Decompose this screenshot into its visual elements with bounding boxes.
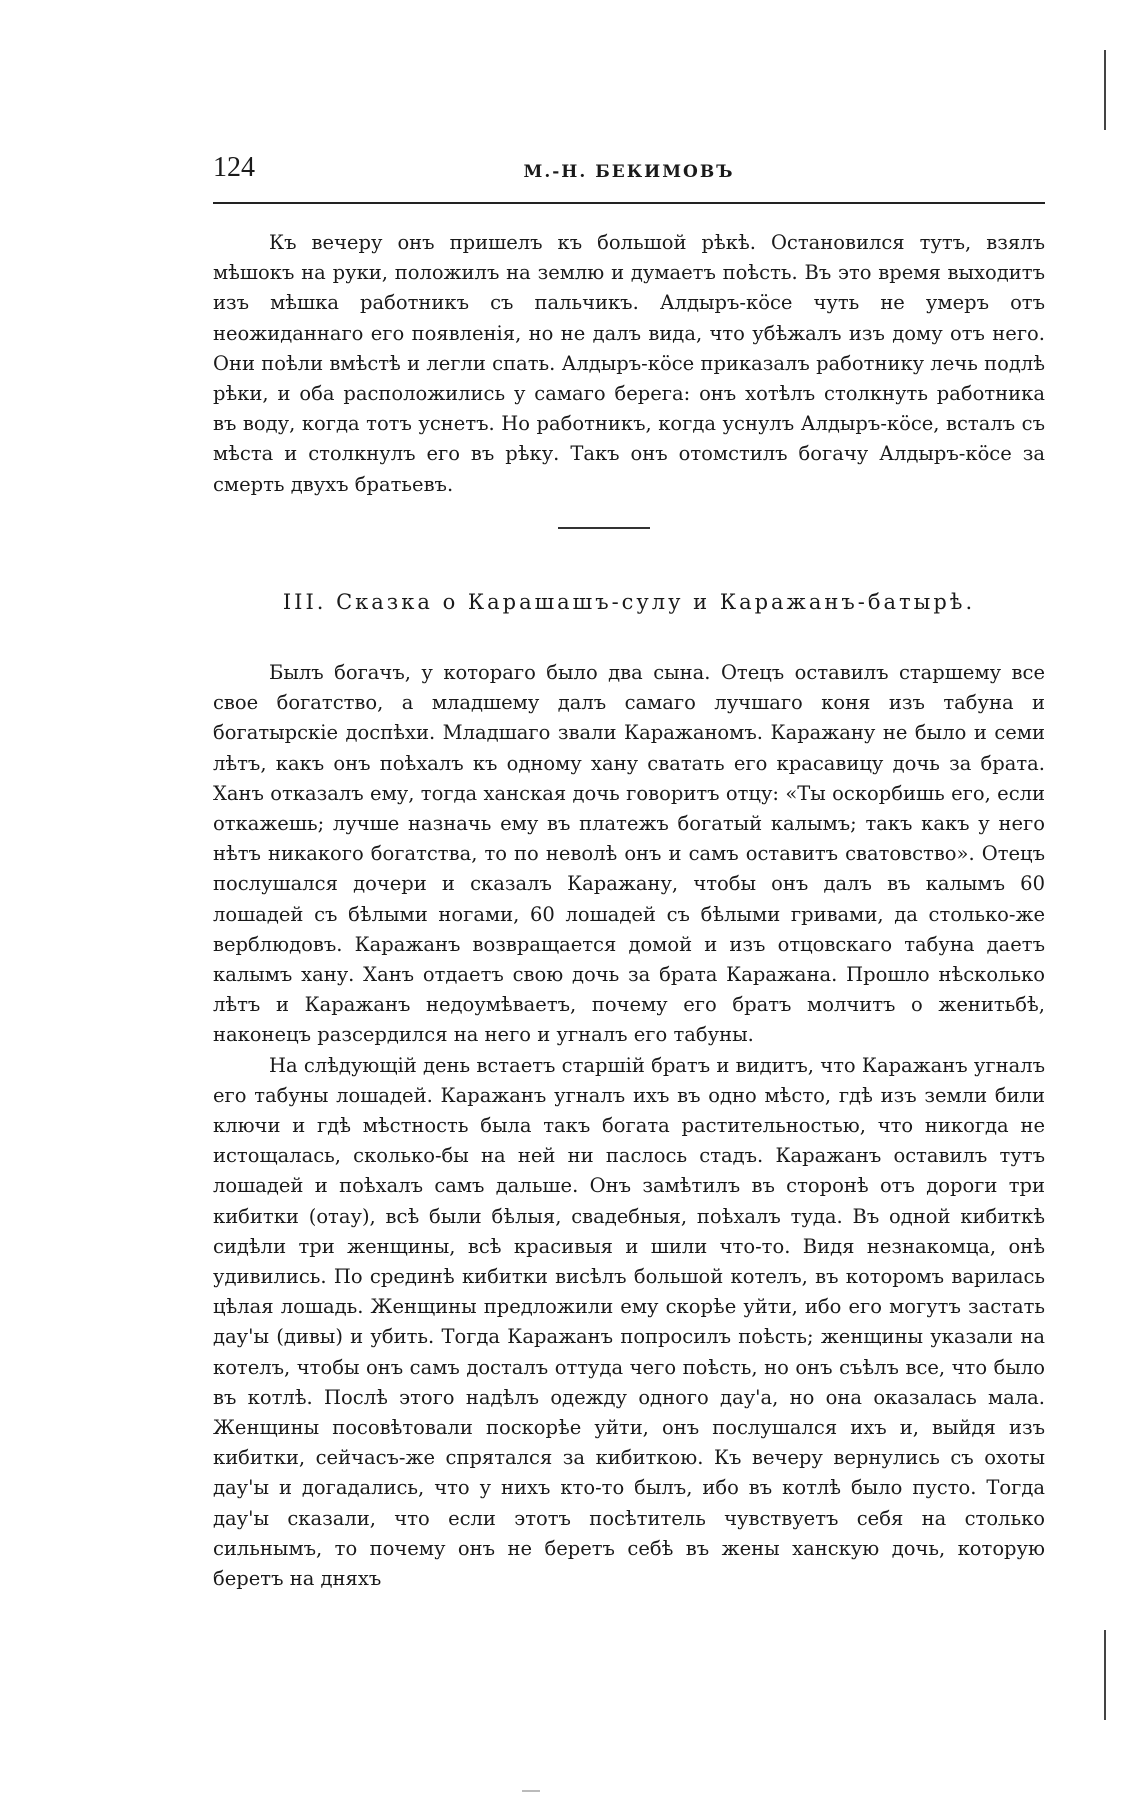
- scan-edge-line: [1104, 1630, 1106, 1720]
- scan-edge-line: [1104, 50, 1106, 130]
- running-head: М.-Н. БЕКИМОВЪ: [523, 162, 735, 182]
- text-block-bottom: [213, 658, 1045, 1594]
- page-header: [213, 148, 1045, 208]
- page-number: 124: [213, 152, 255, 183]
- text-block-top: [213, 228, 1045, 500]
- paragraph: Къ вечеру онъ пришелъ къ большой рѣкѣ. Остановился тутъ, взялъ мѣшокъ на руки, положилъ на землю и думаетъ поѣсть. Въ это время выходитъ изъ мѣшка работникъ съ пальчикъ. Алдыръ-кöсе чуть не умеръ отъ неожиданнаго его появленія, но не далъ вида, что убѣжалъ изъ дому отъ него. Они поѣли вмѣстѣ и легли спать. Алдыръ-кöсе приказалъ работнику лечь подлѣ рѣки, и оба расположились у самаго берега: онъ хотѣлъ столкнуть работника въ воду, когда тотъ уснетъ. Но работникъ, когда уснулъ Алдыръ-кöсе, всталъ съ мѣста и столкнулъ его въ рѣку. Такъ онъ отомстилъ богачу Алдыръ-кöсе за смерть двухъ братьевъ.: [213, 231, 1045, 496]
- paragraph: На слѣдующій день встаетъ старшій братъ и видитъ, что Каражанъ угналъ его табуны лошадей. Каражанъ угналъ ихъ въ одно мѣсто, гдѣ изъ земли били ключи и гдѣ мѣстность была такъ богата растительностью, что никогда не истощалась, сколько-бы на ней ни паслось стадъ. Каражанъ оставилъ тутъ лошадей и поѣхалъ самъ дальше. Онъ замѣтилъ въ сторонѣ отъ дороги три кибитки (отау), всѣ были бѣлыя, свадебныя, поѣхалъ туда. Въ одной кибиткѣ сидѣли три женщины, всѣ красивыя и шили что-то. Видя незнакомца, онѣ удивились. По срединѣ кибитки висѣлъ большой котелъ, въ которомъ варилась цѣлая лошадь. Женщины предложили ему скорѣе уйти, ибо его могутъ застать дау'ы (дивы) и убить. Тогда Каражанъ попросилъ поѣсть; женщины указали на котелъ, чтобы онъ самъ досталъ оттуда чего поѣсть, но онъ съѣлъ все, что было въ котлѣ. Послѣ этого надѣлъ одежду одного дау'а, но она оказалась мала. Женщины посовѣтовали поскорѣе уйти, онъ послушался ихъ и, выйдя изъ кибитки, сейчасъ-же спрятался за кибиткою. Къ вечеру вернулись съ охоты дау'ы и догадались, что у нихъ кто-то былъ, ибо въ котлѣ было пусто. Тогда дау'ы сказали, что если этотъ посѣтитель чувствуетъ себя на столько сильнымъ, то почему онъ не беретъ себѣ въ жены ханскую дочь, которую беретъ на дняхъ: [213, 1053, 1045, 1591]
- section-title: III. Сказка о Карашашъ-сулу и Каражанъ-батырѣ.: [282, 590, 976, 614]
- section-divider: [558, 527, 650, 529]
- footer-mark: [522, 1790, 540, 1792]
- header-rule: [213, 202, 1045, 204]
- paragraph: Былъ богачъ, у котораго было два сына. Отецъ оставилъ старшему все свое богатство, а младшему далъ самаго лучшаго коня изъ табуна и богатырскіе доспѣхи. Младшаго звали Каражаномъ. Каражану не было и семи лѣтъ, какъ онъ поѣхалъ къ одному хану сватать его красавицу дочь за брата. Ханъ отказалъ ему, тогда ханская дочь говоритъ отцу: «Ты оскорбишь его, если откажешь; лучше назначь ему въ платежъ богатый калымъ; такъ какъ у него нѣтъ никакого богатства, то по неволѣ онъ и самъ оставитъ сватовство». Отецъ послушался дочери и сказалъ Каражану, чтобы онъ далъ въ калымъ 60 лошадей съ бѣлыми ногами, 60 лошадей съ бѣлыми гривами, да столько-же верблюдовъ. Каражанъ возвращается домой и изъ отцовскаго табуна даетъ калымъ хану. Ханъ отдаетъ свою дочь за брата Каражана. Прошло нѣсколько лѣтъ и Каражанъ недоумѣваетъ, почему его братъ молчитъ о женитьбѣ, наконецъ разсердился на него и угналъ его табуны.: [213, 661, 1045, 1047]
